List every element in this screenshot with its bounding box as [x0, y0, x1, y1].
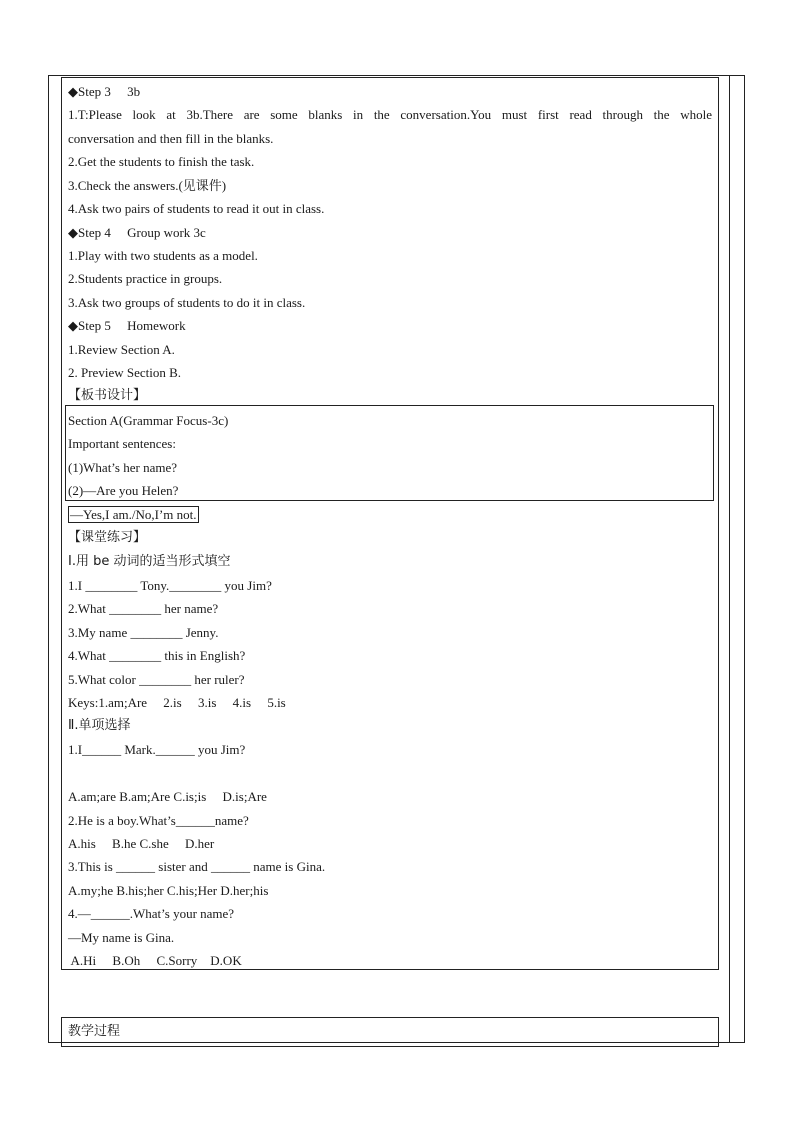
board-line3: (1)What’s her name? — [68, 460, 178, 475]
board-heading: 【板书设计】 — [68, 388, 147, 403]
part2-q1: 1.I______ Mark.______ you Jim? — [68, 742, 246, 757]
step4-line1: 1.Play with two students as a model. — [68, 248, 258, 263]
column-divider — [729, 75, 730, 1043]
part1-q1: 1.I ________ Tony.________ you Jim? — [68, 578, 272, 593]
step3-line1b: conversation and then fill in the blanks. — [68, 131, 274, 146]
part1-q5: 5.What color ________ her ruler? — [68, 672, 245, 687]
step3-line4: 4.Ask two pairs of students to read it out in class. — [68, 201, 325, 216]
step3-line1a: 1.T:Please look at 3b.There are some blanks in the conversation.You must first read through the whole — [68, 107, 712, 122]
step5-line2: 2. Preview Section B. — [68, 365, 182, 380]
part1-keys: Keys:1.am;Are 2.is 3.is 4.is 5.is — [68, 695, 286, 710]
part1-q4: 4.What ________ this in English? — [68, 648, 246, 663]
practice-heading: 【课堂练习】 — [68, 530, 147, 545]
board-line4: (2)—Are you Helen? — [68, 483, 179, 498]
step3-line3: 3.Check the answers.(见课件) — [68, 178, 227, 193]
part2-q4: 4.—______.What’s your name? — [68, 906, 235, 921]
step5-heading: ◆Step 5 Homework — [68, 318, 186, 333]
part1-q2: 2.What ________ her name? — [68, 601, 219, 616]
teaching-process-box — [61, 1017, 719, 1047]
part2-q4-answer: —My name is Gina. — [68, 930, 175, 945]
teaching-process-label: 教学过程 — [68, 1024, 121, 1039]
part2-q4-options: A.Hi B.Oh C.Sorry D.OK — [68, 953, 242, 968]
step4-line3: 3.Ask two groups of students to do it in class. — [68, 295, 306, 310]
part1-title: Ⅰ.用 be 动词的适当形式填空 — [68, 554, 231, 569]
board-line2: Important sentences: — [68, 436, 176, 451]
part2-q1-options: A.am;are B.am;Are C.is;is D.is;Are — [68, 789, 267, 804]
board-line1: Section A(Grammar Focus-3c) — [68, 413, 229, 428]
column-divider-right — [744, 75, 745, 1043]
part1-q3: 3.My name ________ Jenny. — [68, 625, 219, 640]
step4-heading: ◆Step 4 Group work 3c — [68, 225, 206, 240]
board-line5: —Yes,I am./No,I’m not. — [70, 507, 197, 522]
part2-q3-options: A.my;he B.his;her C.his;Her D.her;his — [68, 883, 269, 898]
part2-q3: 3.This is ______ sister and ______ name is Gina. — [68, 859, 326, 874]
step4-line2: 2.Students practice in groups. — [68, 271, 223, 286]
step3-heading: ◆Step 3 3b — [68, 84, 141, 99]
step5-line1: 1.Review Section A. — [68, 342, 175, 357]
step3-line2: 2.Get the students to finish the task. — [68, 154, 255, 169]
part2-q2-options: A.his B.he C.she D.her — [68, 836, 215, 851]
part2-q2: 2.He is a boy.What’s______name? — [68, 813, 249, 828]
part2-title: Ⅱ.单项选择 — [68, 718, 131, 733]
